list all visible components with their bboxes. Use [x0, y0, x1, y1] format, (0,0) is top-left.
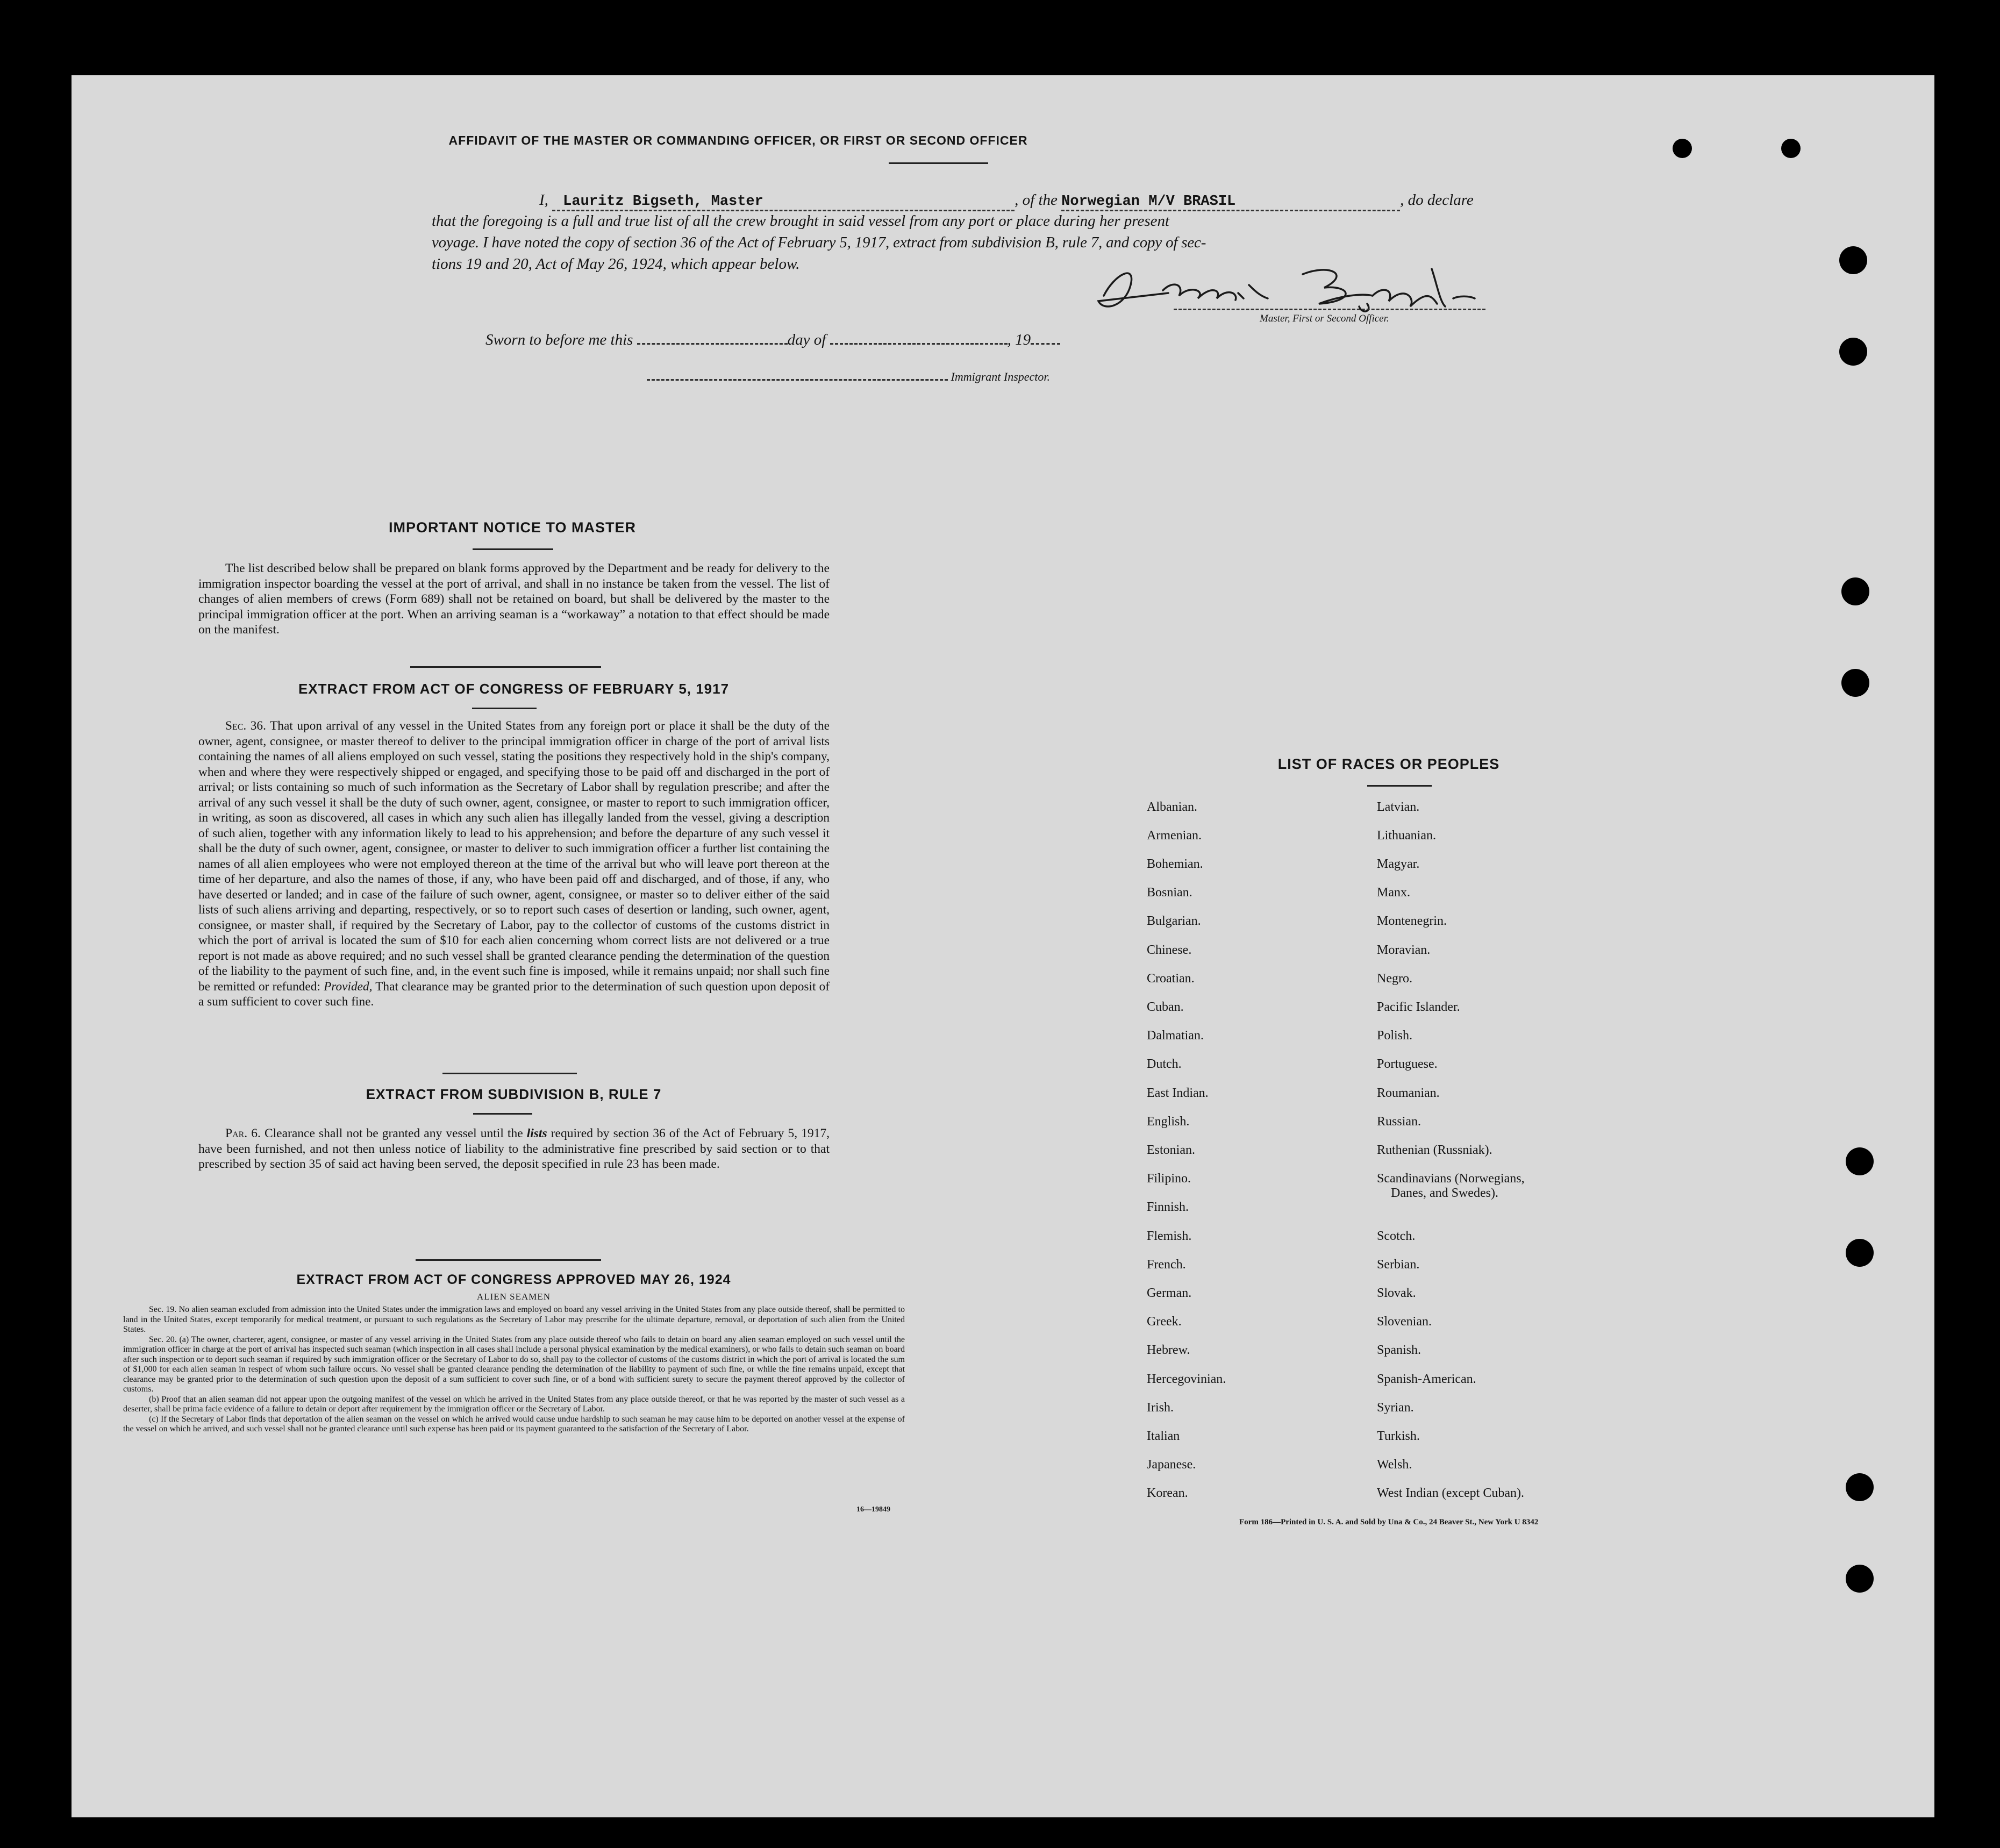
- sec-20c-text: (c) If the Secretary of Labor finds that deportation of the alien seaman on the vessel on which he arrived would cause undue hardship to such seaman he may cause him to be deported on another vessel at the expense of the vessel on which he arrived, and such vessel shall not be granted clearance until such expense has been paid or its payment guaranteed to the satisfaction of the Secretary of Labor.: [123, 1414, 905, 1433]
- notice-text: The list described below shall be prepared on blank forms approved by the Department and be ready for delivery to the immigration inspector boarding the vessel at the port of arrival, and shall in no instance be taken from the vessel. The list of changes of alien members of crews (Form 689) shall not be retained on board, but shall be delivered by the master to the principal immigration officer at the port. When an arriving seaman is a “workaway” a notation to that effect should be made on the manifest.: [198, 561, 830, 637]
- race-item: Latvian.: [1377, 800, 1420, 814]
- section-36-text: Sec. 36. That upon arrival of any vessel in the United States from any foreign port or place it shall be the duty of the owner, agent, consignee, or master thereof to deliver to the principal immigration officer in charge of the port of arrival lists containing the names of all aliens employed on such vessel, stating the positions they respectively hold in the ship's company, when and where they were respectively shipped or engaged, and specifying those to be paid off and discharged in the port of arrival; or lists containing so much of such information as the Secretary of Labor shall by regulation prescribe; and after the arrival of any such vessel it shall be the duty of such owner, agent, consignee, or master to report to such immigration officer, in writing, as soon as discovered, all cases in which any such alien has illegally landed from the vessel, giving a description of such alien, together with any information likely to lead to his apprehension; and before the departure of any such vessel it shall be the duty of such owner, agent, consignee, or master to deliver to such immigration officer a further list containing the names of all alien employees who were not employed thereon at the time of the arrival but who will leave port thereon at the time of her departure, and also the names of those, if any, who have been paid off and discharged, and of those, if any, who have deserted or landed; and in case of the failure of such owner, agent, consignee, or master so to deliver either of the said lists of such aliens arriving and departing, respectively, or so to report such cases of desertion or landing, such owner, agent, consignee, or master shall, if required by the Secretary of Labor, pay to the collector of customs of the customs district in which the port of arrival is located the sum of $10 for each alien concerning whom correct lists are not delivered or a true report is not made as above required; and no such vessel shall be granted clearance pending the determination of the question of the liability to the payment of such fine, and, in the event such fine is imposed, while it remains unpaid; nor shall such fine be remitted or refunded: Provided, That clearance may be granted prior to the determination of such question upon deposit of a sum sufficient to cover such fine.: [198, 719, 830, 1009]
- race-item: Spanish.: [1377, 1343, 1422, 1357]
- rule7-rule: [473, 1113, 532, 1115]
- extract-1924-title: EXTRACT FROM ACT OF CONGRESS APPROVED MAY 26, 1924: [296, 1272, 731, 1287]
- inspector-line: [647, 370, 1050, 384]
- master-name-field: Lauritz Bigseth, Master: [563, 194, 763, 210]
- declaration-line-1: [539, 191, 1523, 211]
- of-the-label: , of the: [1015, 191, 1058, 209]
- vessel-name-field: Norwegian M/V BRASIL: [1061, 194, 1236, 210]
- race-item: Estonian.: [1147, 1143, 1195, 1157]
- race-item: Danes, and Swedes).: [1391, 1186, 1498, 1200]
- race-item: Syrian.: [1377, 1401, 1414, 1415]
- race-item: East Indian.: [1147, 1086, 1209, 1100]
- race-item: Spanish-American.: [1377, 1372, 1476, 1386]
- race-item: Italian: [1147, 1429, 1180, 1443]
- race-item: Bohemian.: [1147, 857, 1203, 871]
- race-item: Magyar.: [1377, 857, 1420, 871]
- race-item: Manx.: [1377, 886, 1410, 900]
- race-item: Scotch.: [1377, 1229, 1416, 1243]
- declare-label: , do declare: [1400, 191, 1474, 209]
- race-item: Croatian.: [1147, 972, 1195, 986]
- notice-rule: [473, 548, 553, 550]
- race-item: French.: [1147, 1258, 1186, 1272]
- race-item: German.: [1147, 1286, 1192, 1300]
- lists-word: lists: [526, 1126, 547, 1140]
- race-item: Bulgarian.: [1147, 914, 1201, 928]
- races-title: LIST OF RACES OR PEOPLES: [1277, 756, 1500, 772]
- race-item: Moravian.: [1377, 943, 1431, 957]
- punch-hole: [1846, 1239, 1874, 1267]
- year-label: , 19: [1007, 331, 1031, 348]
- section-rule-2: [442, 1073, 577, 1074]
- race-item: Irish.: [1147, 1401, 1174, 1415]
- punch-hole: [1839, 338, 1867, 366]
- race-item: Pacific Islander.: [1377, 1000, 1460, 1014]
- declaration-line-3: voyage. I have noted the copy of section 36 of the Act of February 5, 1917, extract from subdivision B, rule 7, and copy of sec-: [432, 234, 1206, 251]
- inspector-label: Immigrant Inspector.: [951, 370, 1051, 383]
- sec-20b-text: (b) Proof that an alien seaman did not appear upon the outgoing manifest of the vessel on which he arrived in the United States from any place outside thereof, or that he was reported by the master of such vessel as a deserter, shall be prima facie evidence of a failure to detain or deport after requirement by the immigration officer or the Secretary of Labor.: [123, 1394, 905, 1414]
- declaration-line-2: that the foregoing is a full and true list of all the crew brought in said vessel from any port or place during her present: [432, 212, 1170, 230]
- extract-1917-rule: [472, 708, 537, 709]
- race-item: Greek.: [1147, 1315, 1182, 1329]
- race-item: Cuban.: [1147, 1000, 1184, 1014]
- race-item: Turkish.: [1377, 1429, 1420, 1443]
- races-rule: [1367, 785, 1432, 787]
- punch-hole: [1841, 577, 1869, 605]
- race-item: Slovak.: [1377, 1286, 1416, 1300]
- race-item: Chinese.: [1147, 943, 1192, 957]
- document-page: [72, 75, 1934, 1817]
- affidavit-title: AFFIDAVIT OF THE MASTER OR COMMANDING OFFICER, OR FIRST OR SECOND OFFICER: [448, 133, 1028, 147]
- alien-seamen-subtitle: ALIEN SEAMEN: [476, 1292, 551, 1302]
- race-item: Scandinavians (Norwegians,: [1377, 1172, 1525, 1186]
- signature-line: [1174, 309, 1485, 310]
- sec-19-text: Sec. 19. No alien seaman excluded from admission into the United States under the immigration laws and employed on board any vessel arriving in the United States from any place outside thereof, shall be permitted to land in the United States, except temporarily for medical treatment, or pursuant to such regulations as the Secretary of Labor may prescribe for the ultimate departure, removal, or deportation of such alien from the United States.: [123, 1305, 905, 1334]
- race-item: Serbian.: [1377, 1258, 1420, 1272]
- provided-label: Provided,: [324, 979, 373, 994]
- rule7-title: EXTRACT FROM SUBDIVISION B, RULE 7: [366, 1086, 662, 1102]
- title-rule: [889, 162, 988, 164]
- form-footer-note: Form 186—Printed in U. S. A. and Sold by Una & Co., 24 Beaver St., New York U 8342: [1239, 1518, 1539, 1526]
- race-item: Korean.: [1147, 1486, 1188, 1500]
- race-item: Bosnian.: [1147, 886, 1192, 900]
- race-item: Portuguese.: [1377, 1057, 1438, 1071]
- punch-hole: [1781, 139, 1801, 158]
- par-6-text: Par. 6. Clearance shall not be granted any vessel until the lists required by section 36 of the Act of February 5, 1917, have been furnished, and not then unless notice of liability to the administrative fine prescribed by said section or to that prescribed by section 35 of said act having been served, the deposit specified in rule 23 has been made.: [198, 1126, 830, 1171]
- sec-20a-text: Sec. 20. (a) The owner, charterer, agent, consignee, or master of any vessel arriving in the United States from any place outside thereof who fails to detain on board any alien seaman employed on such vessel until the immigration officer in charge at the port of arrival has inspected such seaman (which inspection in all cases shall include a personal physical examination by the medical examiners), or who fails to detain such seaman on board after such inspection or to deport such seaman if required by such immigration officer or the Secretary of Labor to do so, shall pay to the collector of customs of the customs district in which the port of arrival is located the sum of $1,000 for each alien seaman in respect of whom such failure occurs. No vessel shall be granted clearance pending the determination of the liability to payment of such fine, or while the fine remains unpaid, except that clearance may be granted prior to the determination of such question upon the deposit of a sum sufficient to cover such fine, or of a bond with sufficient surety to secure the payment thereof approved by the collector of customs.: [123, 1335, 905, 1394]
- punch-hole: [1846, 1147, 1874, 1175]
- notice-title: IMPORTANT NOTICE TO MASTER: [389, 519, 636, 536]
- race-item: English.: [1147, 1115, 1190, 1129]
- declaration-line-4: tions 19 and 20, Act of May 26, 1924, which appear below.: [432, 255, 800, 273]
- race-item: Finnish.: [1147, 1200, 1189, 1214]
- race-item: Slovenian.: [1377, 1315, 1432, 1329]
- race-item: Hercegovinian.: [1147, 1372, 1226, 1386]
- race-item: Flemish.: [1147, 1229, 1192, 1243]
- race-item: Hebrew.: [1147, 1343, 1190, 1357]
- i-label: I,: [539, 191, 548, 209]
- section-rule-3: [416, 1259, 601, 1261]
- race-item: Filipino.: [1147, 1172, 1191, 1186]
- race-item: Dalmatian.: [1147, 1029, 1204, 1043]
- par-6-label: Par. 6.: [225, 1126, 261, 1140]
- day-of-label: day of: [787, 331, 826, 348]
- race-item: Ruthenian (Russniak).: [1377, 1143, 1492, 1157]
- race-item: West Indian (except Cuban).: [1377, 1486, 1524, 1500]
- race-item: Dutch.: [1147, 1057, 1182, 1071]
- punch-hole: [1846, 1473, 1874, 1501]
- section-rule: [410, 666, 601, 668]
- race-item: Welsh.: [1377, 1458, 1412, 1472]
- race-item: Japanese.: [1147, 1458, 1196, 1472]
- punch-hole: [1841, 669, 1869, 697]
- punch-hole: [1673, 139, 1692, 158]
- extract-1917-title: EXTRACT FROM ACT OF CONGRESS OF FEBRUARY 5, 1917: [298, 681, 730, 697]
- race-item: Polish.: [1377, 1029, 1413, 1043]
- sec-36-label: Sec. 36.: [225, 719, 266, 733]
- master-signature: [1082, 253, 1502, 317]
- race-item: Russian.: [1377, 1115, 1422, 1129]
- punch-hole: [1839, 246, 1867, 274]
- race-item: Negro.: [1377, 972, 1412, 986]
- race-item: Lithuanian.: [1377, 829, 1436, 843]
- signature-caption: Master, First or Second Officer.: [1260, 313, 1389, 324]
- punch-hole: [1846, 1565, 1874, 1593]
- race-item: Montenegrin.: [1377, 914, 1447, 928]
- section-19-20-text: [123, 1305, 905, 1435]
- race-item: Albanian.: [1147, 800, 1197, 814]
- race-item: Roumanian.: [1377, 1086, 1440, 1100]
- form-code: 16—19849: [856, 1505, 890, 1514]
- sworn-line: [485, 331, 1060, 349]
- race-item: Armenian.: [1147, 829, 1202, 843]
- sworn-label: Sworn to before me this: [485, 331, 633, 348]
